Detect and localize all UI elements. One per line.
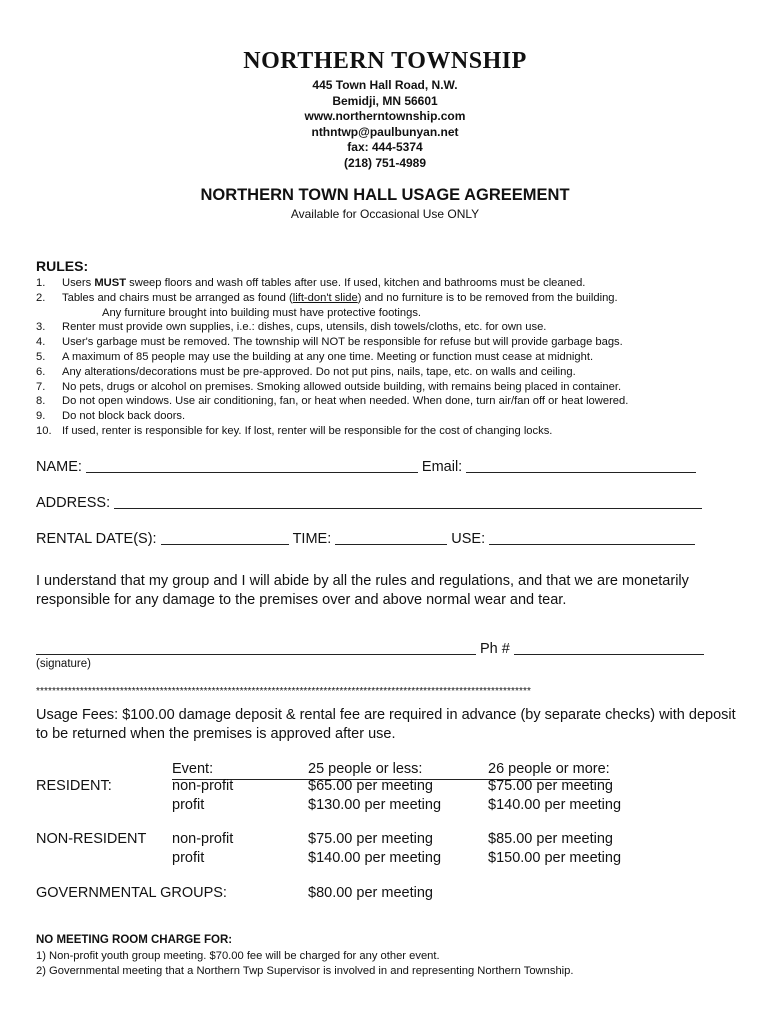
- rule-item: [36, 424, 736, 439]
- rule-text: Any furniture brought into building must have protective footings.: [102, 306, 422, 319]
- agreement-title: NORTHERN TOWN HALL USAGE AGREEMENT: [200, 186, 570, 204]
- rule-text-part: Tables and chairs must be arranged as found (: [62, 291, 293, 304]
- section-divider: ****************************************************************************************************************************: [36, 686, 531, 697]
- rule-number: 4.: [36, 336, 46, 349]
- rule-text: Renter must provide own supplies, i.e.: dishes, cups, utensils, dish towels/cloths, etc. for own use.: [62, 321, 547, 334]
- rule-text: Do not block back doors.: [62, 410, 186, 423]
- rule-item: [36, 276, 736, 291]
- rule-number: [36, 306, 62, 321]
- phone-label: Ph #: [480, 641, 510, 657]
- resident-profit-large-fee: $140.00 per meeting: [488, 797, 622, 813]
- no-charge-list: [36, 949, 574, 978]
- rule-number: 6.: [36, 365, 46, 378]
- rental-date-label: RENTAL DATE(S):: [36, 531, 157, 547]
- agreement-note: Available for Occasional Use ONLY: [290, 207, 480, 221]
- phone-field[interactable]: [514, 640, 704, 655]
- address-row: [36, 494, 706, 511]
- nonresident-profit-small-fee: $140.00 per meeting: [308, 850, 442, 866]
- name-email-row: [36, 458, 700, 475]
- name-field[interactable]: [86, 458, 418, 473]
- rule-text: Any alterations/decorations must be pre-approved. Do not put pins, nails, tape, etc. on walls and ceiling.: [62, 365, 576, 378]
- use-field[interactable]: [489, 530, 695, 545]
- resident-label: RESIDENT:: [36, 778, 112, 794]
- rule-text: A maximum of 85 people may use the building at any one time. Meeting or function must cease at midnight.: [62, 350, 594, 363]
- no-charge-heading: NO MEETING ROOM CHARGE FOR:: [36, 934, 233, 946]
- col-header-large-group: 26 people or more:: [488, 760, 610, 780]
- rule-number: 7.: [36, 380, 46, 393]
- rules-list: [36, 276, 736, 439]
- rule-text-part: Users: [62, 277, 95, 289]
- rule-number: 8.: [36, 395, 46, 408]
- rule-emphasis: MUST: [94, 277, 127, 289]
- rule-item: [36, 394, 736, 409]
- signature-row: [36, 640, 708, 657]
- rule-item: [36, 350, 736, 365]
- signature-field[interactable]: [36, 640, 476, 655]
- resident-profit-label: profit: [172, 797, 205, 813]
- usage-fees-intro: Usage Fees: $100.00 damage deposit & rental fee are required in advance (by separate checks) with deposit to be returned when the premises is approved after use.: [36, 707, 736, 742]
- rule-number: 3.: [36, 321, 46, 334]
- address-website: www.northerntownship.com: [304, 109, 466, 123]
- nonresident-nonprofit-large-fee: $85.00 per meeting: [488, 831, 613, 847]
- rule-number: 2.: [36, 291, 46, 304]
- governmental-fee: $80.00 per meeting: [308, 885, 433, 901]
- nonresident-label: NON-RESIDENT: [36, 831, 147, 847]
- rule-text: No pets, drugs or alcohol on premises. Smoking allowed outside building, with remains being placed in container.: [62, 380, 622, 393]
- governmental-label: GOVERNMENTAL GROUPS:: [36, 885, 227, 901]
- col-header-event: Event:: [172, 760, 308, 780]
- nonresident-profit-large-fee: $150.00 per meeting: [488, 850, 622, 866]
- col-header-small-group: 25 people or less:: [308, 760, 488, 780]
- rule-text: Do not open windows. Use air conditioning, fan, or heat when needed. When done, turn air/fan off or heat lowered.: [62, 395, 629, 408]
- address-street: 445 Town Hall Road, N.W.: [312, 78, 458, 92]
- rule-item: [36, 291, 736, 306]
- rule-item-continuation: [36, 306, 736, 321]
- nonresident-nonprofit-small-fee: $75.00 per meeting: [308, 831, 433, 847]
- address-fax: fax: 444-5374: [347, 140, 423, 154]
- address-email: nthntwp@paulbunyan.net: [311, 124, 459, 139]
- name-label: NAME:: [36, 459, 82, 475]
- no-charge-item: 2) Governmental meeting that a Northern Twp Supervisor is involved in and representing Northern Township.: [36, 964, 574, 977]
- rental-date-field[interactable]: [161, 530, 289, 545]
- resident-nonprofit-label: non-profit: [172, 778, 234, 794]
- rules-heading: RULES:: [36, 258, 89, 274]
- rule-number: 10.: [36, 424, 52, 437]
- address-phone: (218) 751-4989: [343, 155, 427, 170]
- time-field[interactable]: [335, 530, 447, 545]
- rule-number: 5.: [36, 350, 46, 363]
- agreement-statement: I understand that my group and I will abide by all the rules and regulations, and that we are monetarily responsible for any damage to the premises over and above normal wear and tear.: [36, 573, 689, 608]
- rule-text-part: ) and no furniture is to be removed from the building.: [357, 291, 618, 304]
- rule-number: 9.: [36, 410, 46, 423]
- email-field[interactable]: [466, 458, 696, 473]
- resident-nonprofit-small-fee: $65.00 per meeting: [308, 778, 433, 794]
- no-charge-item: 1) Non-profit youth group meeting. $70.00 fee will be charged for any other event.: [36, 950, 440, 962]
- resident-nonprofit-large-fee: $75.00 per meeting: [488, 778, 613, 794]
- rule-item: [36, 365, 736, 380]
- township-address-block: [0, 78, 770, 171]
- use-label: USE:: [451, 531, 486, 547]
- rule-text-part: sweep floors and wash off tables after use. If used, kitchen and bathrooms must be cleaned.: [126, 277, 586, 289]
- address-label: ADDRESS:: [36, 495, 111, 511]
- resident-profit-small-fee: $130.00 per meeting: [308, 797, 442, 813]
- rule-number: 1.: [36, 277, 46, 289]
- rule-underlined: lift-don't slide: [292, 291, 358, 304]
- rule-text: [62, 276, 585, 291]
- time-label: TIME:: [292, 531, 332, 547]
- township-title: NORTHERN TOWNSHIP: [243, 48, 527, 74]
- rule-text: [62, 291, 618, 306]
- nonresident-profit-label: profit: [172, 850, 205, 866]
- rule-item: [36, 320, 736, 335]
- rental-row: [36, 530, 699, 547]
- address-city: Bemidji, MN 56601: [332, 93, 438, 108]
- rule-item: [36, 335, 736, 350]
- rule-text: User's garbage must be removed. The township will NOT be responsible for refuse but will provide garbage bags.: [62, 336, 623, 349]
- signature-label: (signature): [36, 658, 91, 670]
- address-field[interactable]: [114, 494, 702, 509]
- rule-item: [36, 380, 736, 395]
- email-label: Email:: [421, 459, 463, 475]
- rule-text: If used, renter is responsible for key. If lost, renter will be responsible for the cost of changing locks.: [62, 424, 553, 437]
- nonresident-nonprofit-label: non-profit: [172, 831, 234, 847]
- rule-item: [36, 409, 736, 424]
